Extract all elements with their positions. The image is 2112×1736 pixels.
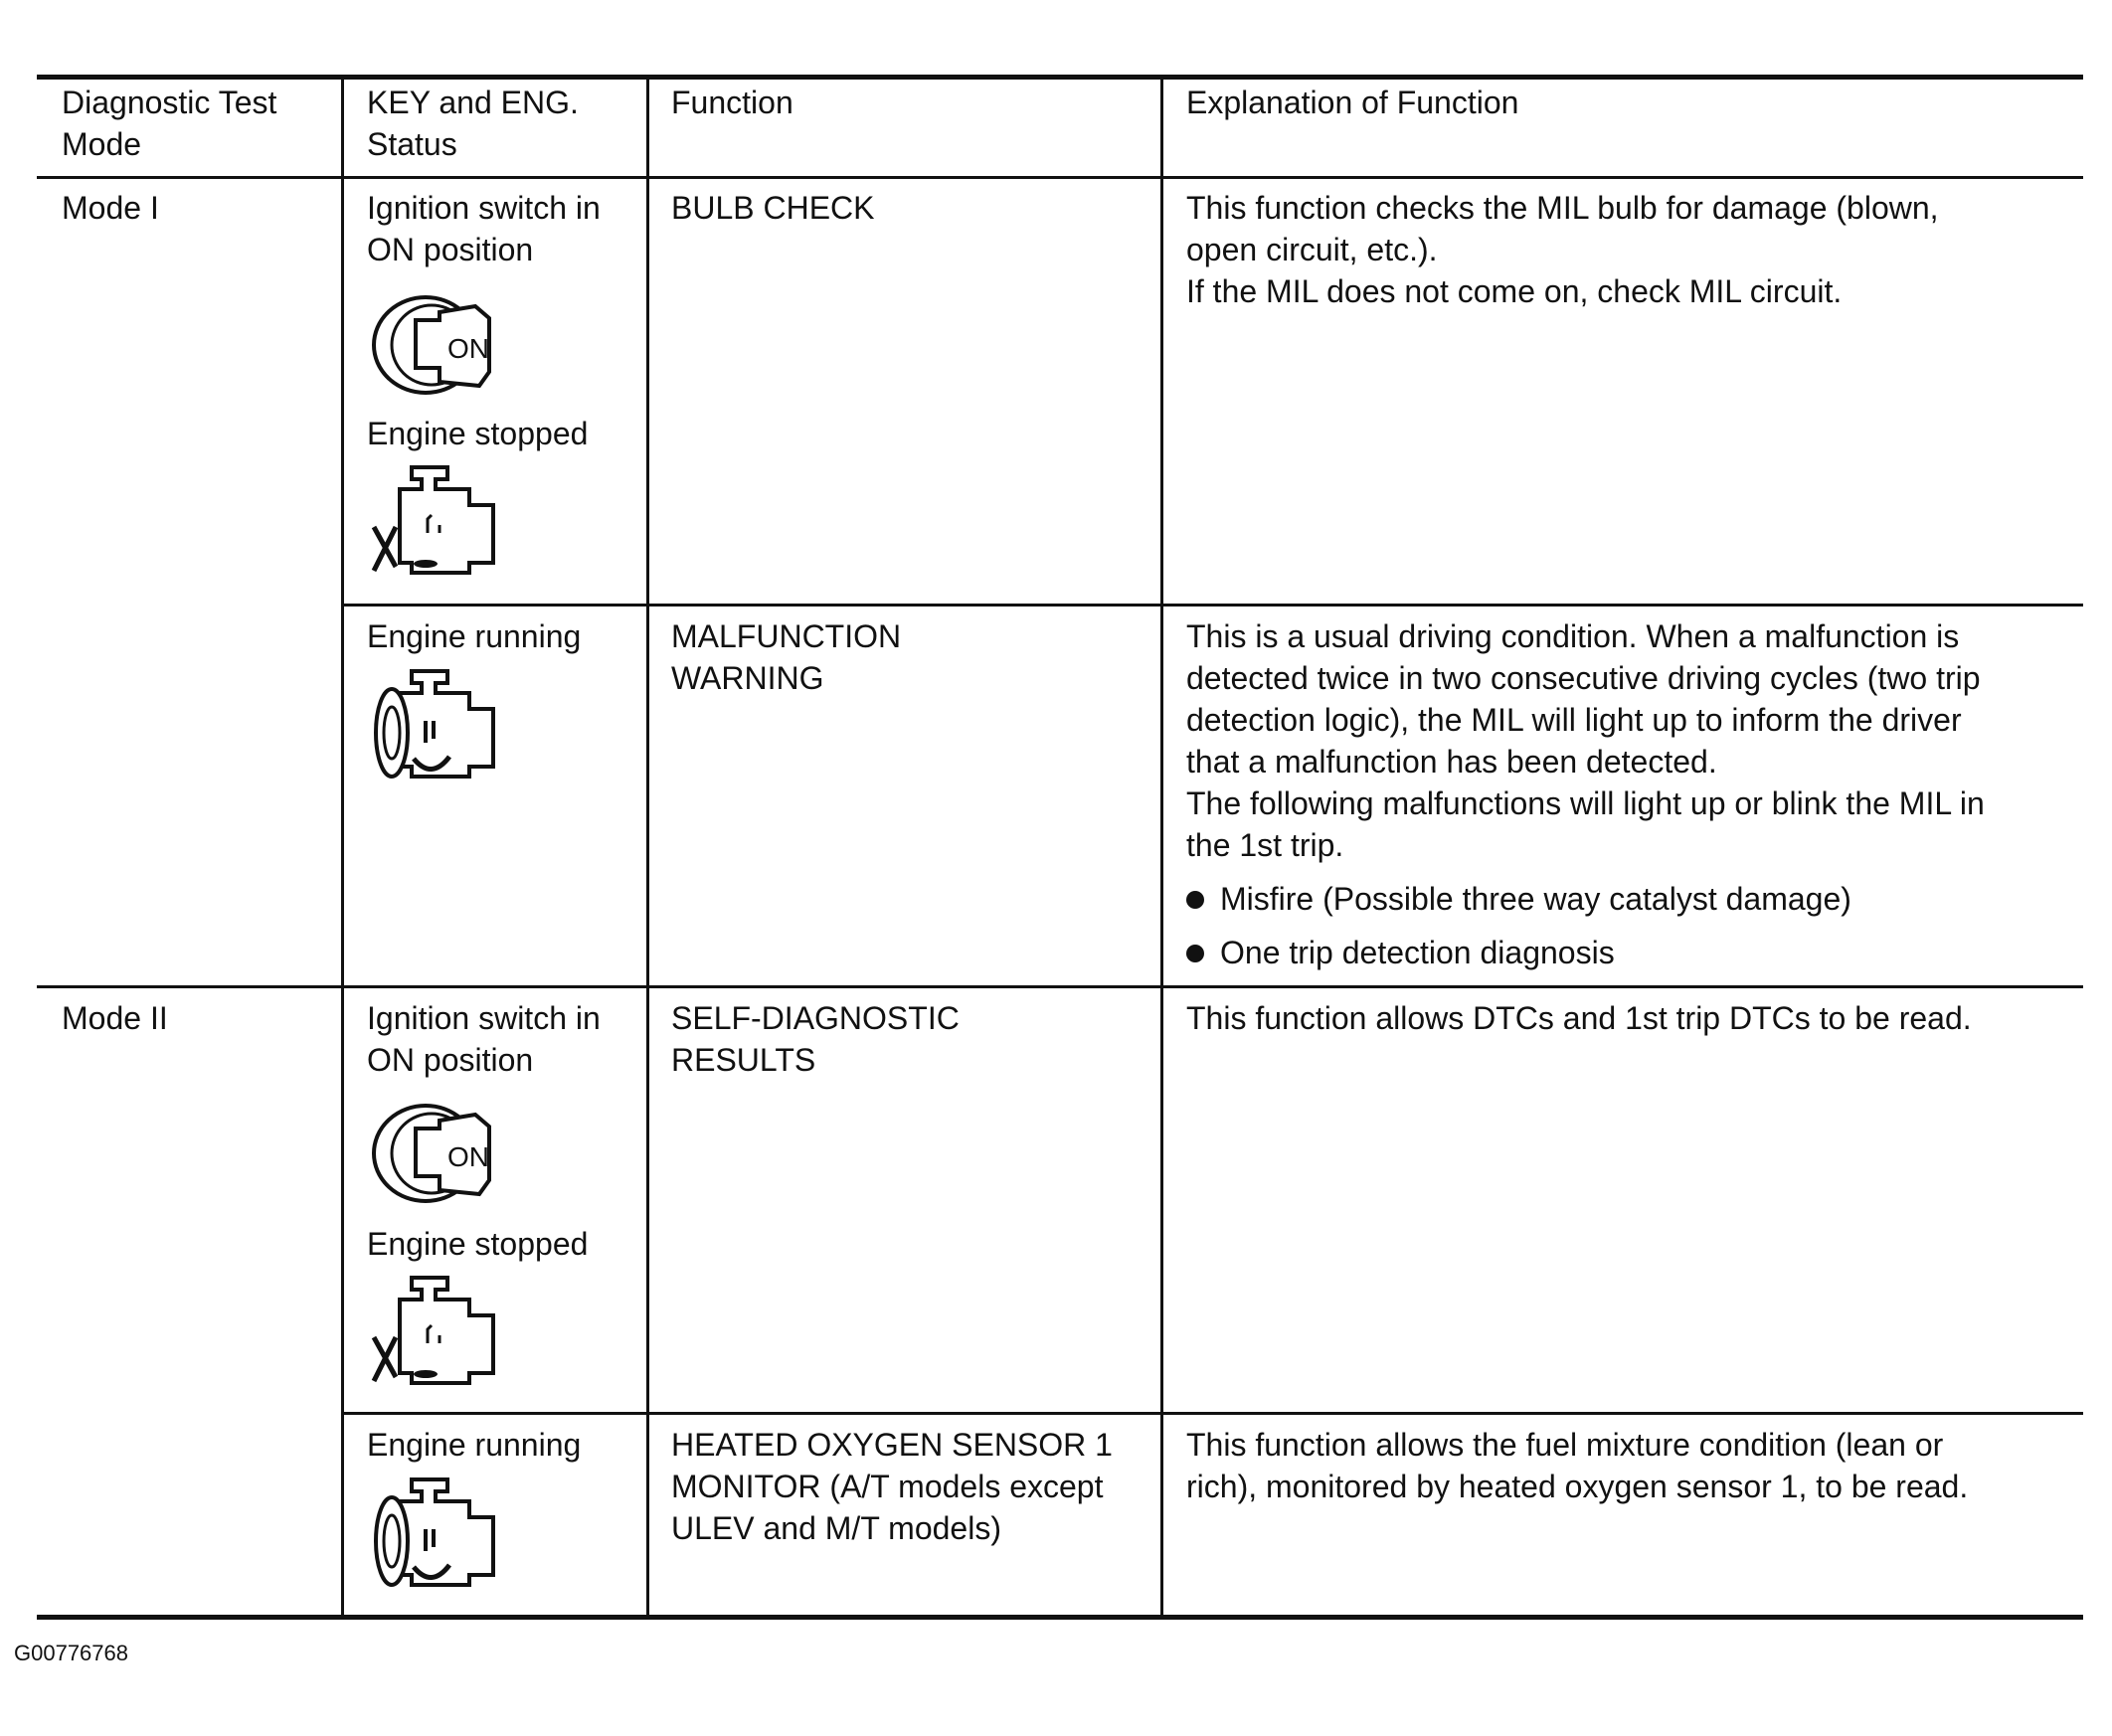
row-divider-mode1-sub (343, 604, 2083, 607)
function-line: BULB CHECK (671, 190, 875, 226)
explanation-line: detection logic), the MIL will light up to inform the driver (1186, 702, 1962, 738)
mode-label (62, 187, 159, 229)
header-status (367, 82, 635, 165)
status-line: Engine running (367, 1427, 582, 1463)
explanation-line: detected twice in two consecutive driving cycles (two trip (1186, 660, 1981, 696)
function-cell (671, 615, 901, 699)
status-line: ON position (367, 1042, 534, 1078)
function-cell (671, 187, 875, 229)
key-on-label: ON (447, 333, 489, 364)
mode-label-text: Mode II (62, 1000, 168, 1036)
ignition-key-on-icon (368, 1099, 507, 1208)
status-cell (367, 1424, 581, 1466)
explanation-line: the 1st trip. (1186, 827, 1344, 863)
explanation-line: This function allows DTCs and 1st trip DTCs to be read. (1186, 1000, 1972, 1036)
bullet-text: One trip detection diagnosis (1220, 935, 1615, 970)
engine-stopped-icon (370, 1278, 504, 1397)
bullet-text: Misfire (Possible three way catalyst damage) (1220, 881, 1851, 917)
engine-running-icon (370, 1479, 504, 1599)
explanation-line: that a malfunction has been detected. (1186, 744, 1717, 780)
explanation-line: If the MIL does not come on, check MIL circuit. (1186, 273, 1843, 309)
header-mode-line: Diagnostic Test (62, 85, 277, 120)
header-status-line: Status (367, 126, 457, 162)
header-mode (62, 82, 330, 165)
column-divider-2 (646, 78, 649, 1617)
header-function (671, 82, 793, 123)
explanation-line: This function allows the fuel mixture condition (lean or (1186, 1427, 1944, 1463)
mode-label-text: Mode I (62, 190, 159, 226)
explanation-cell (1186, 1424, 2081, 1507)
function-line: HEATED OXYGEN SENSOR 1 (671, 1427, 1113, 1463)
status-line: ON position (367, 232, 534, 267)
function-line: RESULTS (671, 1042, 816, 1078)
engine-stopped-icon (370, 467, 504, 587)
status-cell (367, 615, 581, 657)
explanation-line: This is a usual driving condition. When a malfunction is (1186, 618, 1960, 654)
bullet-icon (1186, 945, 1204, 962)
function-line: MONITOR (A/T models except (671, 1469, 1104, 1504)
explanation-cell (1186, 615, 2081, 973)
function-line: MALFUNCTION (671, 618, 902, 654)
bullet-item (1186, 932, 2081, 973)
status-engine-stopped (367, 1223, 588, 1265)
status-engine-stopped-text: Engine stopped (367, 416, 589, 451)
function-cell (671, 997, 960, 1081)
function-cell (671, 1424, 1113, 1549)
status-cell (367, 997, 640, 1081)
status-line: Engine running (367, 618, 582, 654)
column-divider-3 (1160, 78, 1163, 1617)
function-line: ULEV and M/T models) (671, 1510, 1001, 1546)
explanation-cell (1186, 187, 2081, 312)
status-line: Ignition switch in (367, 1000, 601, 1036)
header-status-line: KEY and ENG. (367, 85, 579, 120)
function-line: SELF-DIAGNOSTIC (671, 1000, 960, 1036)
header-explanation-text: Explanation of Function (1186, 85, 1519, 120)
status-line: Ignition switch in (367, 190, 601, 226)
header-mode-line: Mode (62, 126, 142, 162)
mode-label (62, 997, 168, 1039)
explanation-line: rich), monitored by heated oxygen sensor 1, to be read. (1186, 1469, 1969, 1504)
engine-running-icon (370, 671, 504, 790)
key-on-label: ON (447, 1141, 489, 1172)
bullet-item (1186, 878, 2081, 920)
status-engine-stopped (367, 413, 588, 454)
explanation-line: The following malfunctions will light up or blink the MIL in (1186, 785, 1985, 821)
status-cell (367, 187, 640, 270)
figure-id: G00776768 (14, 1641, 128, 1665)
row-divider-mode2-sub (343, 1412, 2083, 1415)
function-line: WARNING (671, 660, 824, 696)
explanation-line: This function checks the MIL bulb for damage (blown, (1186, 190, 1939, 226)
ignition-key-on-icon (368, 290, 507, 400)
explanation-cell (1186, 997, 2081, 1039)
column-divider-1 (341, 78, 344, 1617)
header-explanation (1186, 82, 1518, 123)
header-function-text: Function (671, 85, 793, 120)
explanation-line: open circuit, etc.). (1186, 232, 1438, 267)
bullet-icon (1186, 891, 1204, 909)
status-engine-stopped-text: Engine stopped (367, 1226, 589, 1262)
